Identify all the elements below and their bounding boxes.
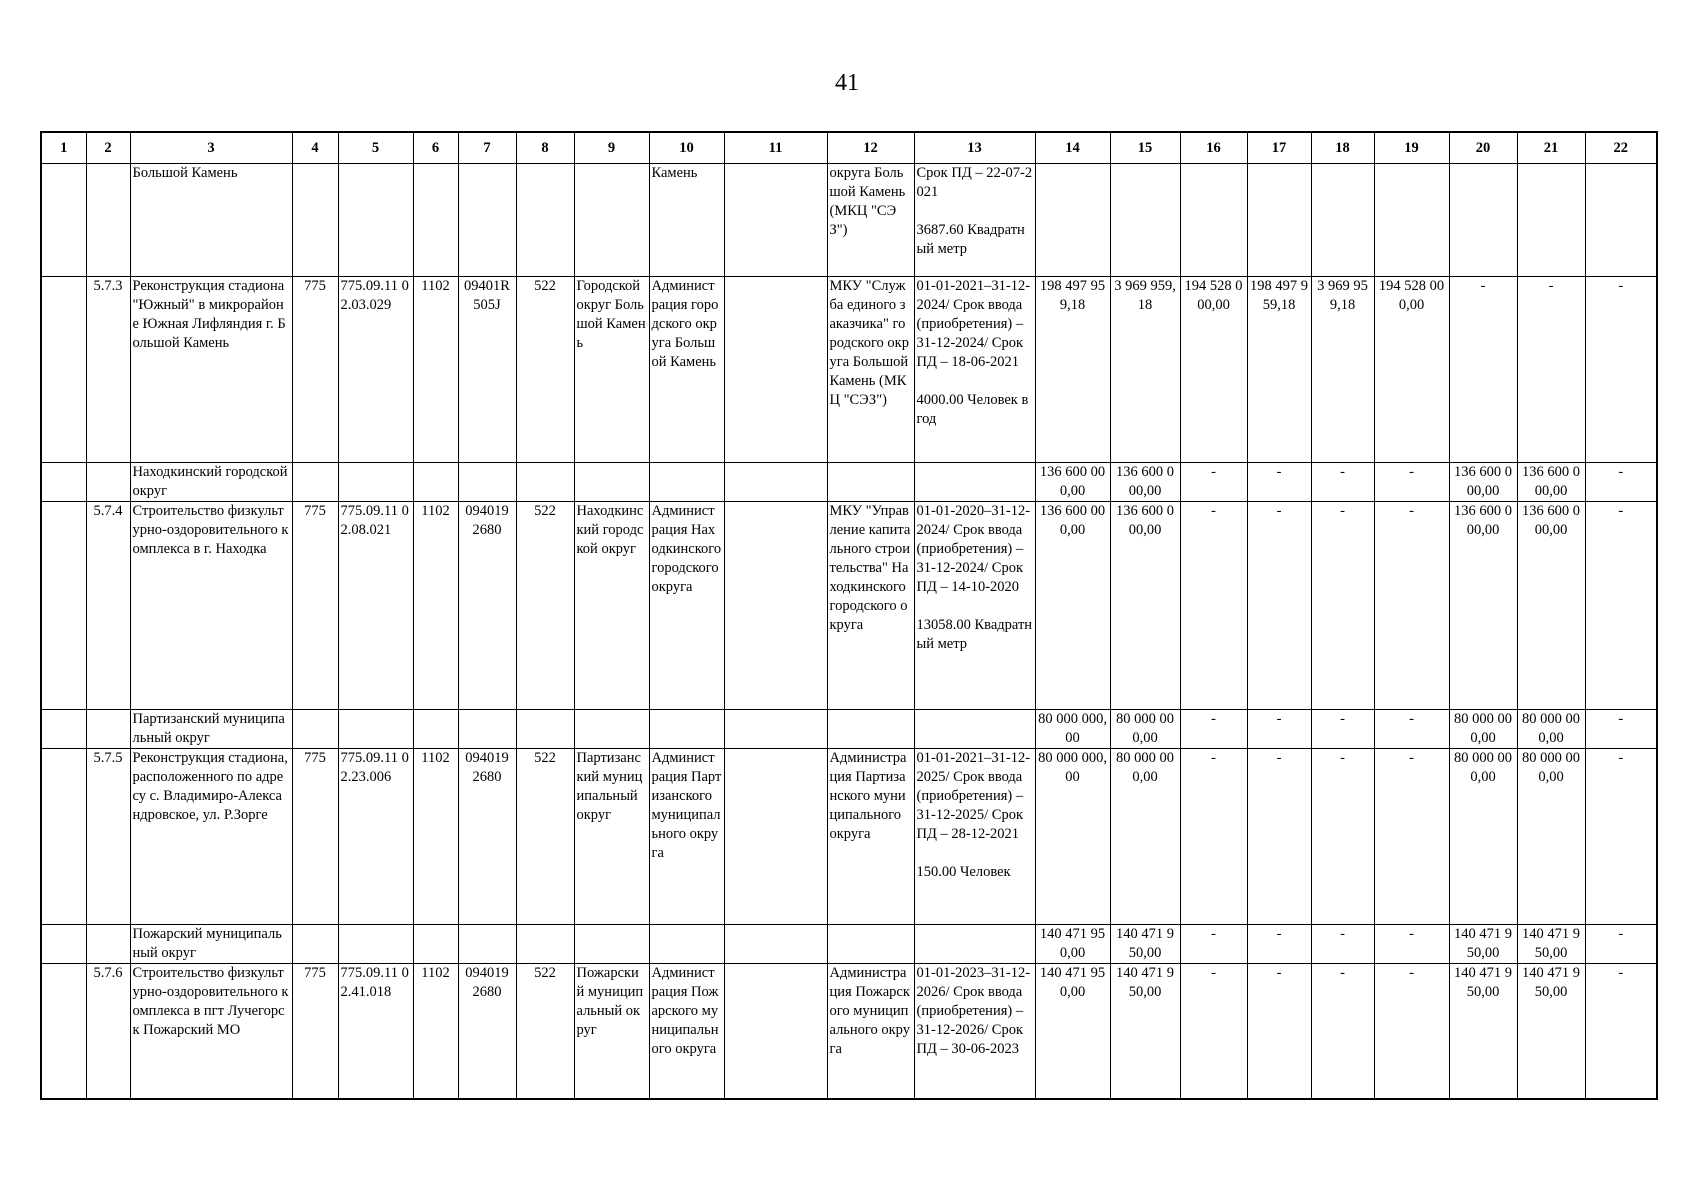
cell-col-22: -	[1585, 463, 1657, 502]
cell-col-2	[86, 164, 130, 277]
cell-col-22: -	[1585, 277, 1657, 463]
column-header-14: 14	[1035, 132, 1110, 164]
cell-col-13	[914, 463, 1035, 502]
cell-col-4	[292, 463, 338, 502]
cell-col-9: Пожарский муниципальный округ	[574, 964, 649, 1099]
cell-col-17: -	[1247, 710, 1311, 749]
cell-col-5	[338, 463, 413, 502]
cell-col-12: МКУ "Служба единого заказчика" городского округа Большой Камень (МКЦ "СЭЗ")	[827, 277, 914, 463]
cell-col-8: 522	[516, 277, 574, 463]
cell-col-14: 136 600 000,00	[1035, 502, 1110, 710]
cell-col-14: 198 497 959,18	[1035, 277, 1110, 463]
table-row	[41, 749, 1657, 925]
cell-col-13	[914, 710, 1035, 749]
cell-col-15: 80 000 000,00	[1110, 749, 1180, 925]
cell-col-18: -	[1311, 749, 1374, 925]
cell-col-22: -	[1585, 502, 1657, 710]
cell-col-14: 80 000 000,00	[1035, 749, 1110, 925]
cell-col-13: 01-01-2023–31-12-2026/ Срок ввода (приобретения) – 31-12-2026/ Срок ПД – 30-06-2023	[914, 964, 1035, 1099]
cell-col-20: 80 000 000,00	[1449, 749, 1517, 925]
cell-col-22: -	[1585, 925, 1657, 964]
cell-col-7	[458, 710, 516, 749]
column-header-16: 16	[1180, 132, 1247, 164]
cell-col-3: Строительство физкультурно-оздоровительного комплекса в г. Находка	[130, 502, 292, 710]
column-header-21: 21	[1517, 132, 1585, 164]
cell-col-18: -	[1311, 502, 1374, 710]
cell-col-12	[827, 710, 914, 749]
column-header-9: 9	[574, 132, 649, 164]
cell-col-15: 140 471 950,00	[1110, 925, 1180, 964]
cell-col-8	[516, 710, 574, 749]
cell-col-20: 140 471 950,00	[1449, 964, 1517, 1099]
cell-col-5	[338, 164, 413, 277]
cell-col-8: 522	[516, 964, 574, 1099]
column-header-12: 12	[827, 132, 914, 164]
table-row	[41, 463, 1657, 502]
cell-col-9: Находкинский городской округ	[574, 502, 649, 710]
cell-col-13: 01-01-2021–31-12-2025/ Срок ввода (приобретения) – 31-12-2025/ Срок ПД – 28-12-2021 150.00 Человек	[914, 749, 1035, 925]
cell-col-20: 136 600 000,00	[1449, 463, 1517, 502]
cell-col-13	[914, 925, 1035, 964]
column-header-1: 1	[41, 132, 86, 164]
cell-col-16	[1180, 164, 1247, 277]
cell-col-6	[413, 164, 458, 277]
cell-col-11	[724, 749, 827, 925]
cell-col-12	[827, 463, 914, 502]
cell-col-12: округа Большой Камень (МКЦ "СЭЗ")	[827, 164, 914, 277]
cell-col-4: 775	[292, 502, 338, 710]
table-row	[41, 964, 1657, 1099]
cell-col-7	[458, 925, 516, 964]
column-header-3: 3	[130, 132, 292, 164]
header-row	[41, 132, 1657, 164]
cell-col-17: -	[1247, 749, 1311, 925]
cell-col-19: -	[1374, 964, 1449, 1099]
column-header-17: 17	[1247, 132, 1311, 164]
cell-col-3: Большой Камень	[130, 164, 292, 277]
cell-col-21: 80 000 000,00	[1517, 710, 1585, 749]
cell-col-7: 094019 2680	[458, 749, 516, 925]
cell-col-7	[458, 164, 516, 277]
cell-col-15	[1110, 164, 1180, 277]
cell-col-3: Пожарский муниципальный округ	[130, 925, 292, 964]
column-header-5: 5	[338, 132, 413, 164]
cell-col-17: -	[1247, 925, 1311, 964]
investment-table	[40, 131, 1658, 1100]
cell-col-4	[292, 925, 338, 964]
cell-col-14	[1035, 164, 1110, 277]
cell-col-11	[724, 710, 827, 749]
cell-col-8	[516, 463, 574, 502]
cell-col-4	[292, 164, 338, 277]
cell-col-1	[41, 502, 86, 710]
cell-col-17: 198 497 959,18	[1247, 277, 1311, 463]
cell-col-22: -	[1585, 749, 1657, 925]
cell-col-19: -	[1374, 925, 1449, 964]
table-row	[41, 164, 1657, 277]
cell-col-16: -	[1180, 749, 1247, 925]
cell-col-16: -	[1180, 463, 1247, 502]
cell-col-8: 522	[516, 502, 574, 710]
cell-col-2: 5.7.4	[86, 502, 130, 710]
page-number: 41	[835, 70, 859, 96]
cell-col-13: Срок ПД – 22-07-2021 3687.60 Квадратный метр	[914, 164, 1035, 277]
cell-col-16: 194 528 000,00	[1180, 277, 1247, 463]
column-header-19: 19	[1374, 132, 1449, 164]
cell-col-2: 5.7.6	[86, 964, 130, 1099]
column-header-11: 11	[724, 132, 827, 164]
cell-col-10: Камень	[649, 164, 724, 277]
cell-col-9	[574, 710, 649, 749]
cell-col-19: -	[1374, 749, 1449, 925]
cell-col-5: 775.09.11 02.08.021	[338, 502, 413, 710]
cell-col-2	[86, 463, 130, 502]
column-header-7: 7	[458, 132, 516, 164]
cell-col-9: Партизанский муниципальный округ	[574, 749, 649, 925]
cell-col-12	[827, 925, 914, 964]
cell-col-15: 136 600 000,00	[1110, 502, 1180, 710]
cell-col-1	[41, 710, 86, 749]
cell-col-6: 1102	[413, 749, 458, 925]
cell-col-20: 136 600 000,00	[1449, 502, 1517, 710]
table-row	[41, 502, 1657, 710]
cell-col-21: 136 600 000,00	[1517, 463, 1585, 502]
cell-col-21: 80 000 000,00	[1517, 749, 1585, 925]
cell-col-22	[1585, 164, 1657, 277]
cell-col-18: -	[1311, 964, 1374, 1099]
cell-col-3: Партизанский муниципальный округ	[130, 710, 292, 749]
cell-col-11	[724, 277, 827, 463]
cell-col-14: 136 600 000,00	[1035, 463, 1110, 502]
cell-col-9	[574, 164, 649, 277]
column-header-4: 4	[292, 132, 338, 164]
cell-col-16: -	[1180, 502, 1247, 710]
cell-col-4	[292, 710, 338, 749]
cell-col-17: -	[1247, 964, 1311, 1099]
cell-col-6	[413, 463, 458, 502]
column-header-22: 22	[1585, 132, 1657, 164]
column-header-18: 18	[1311, 132, 1374, 164]
column-header-20: 20	[1449, 132, 1517, 164]
cell-col-21	[1517, 164, 1585, 277]
cell-col-13: 01-01-2020–31-12-2024/ Срок ввода (приобретения) – 31-12-2024/ Срок ПД – 14-10-2020 13058.00 Квадратный метр	[914, 502, 1035, 710]
cell-col-14: 140 471 950,00	[1035, 964, 1110, 1099]
cell-col-10	[649, 463, 724, 502]
cell-col-16: -	[1180, 964, 1247, 1099]
cell-col-11	[724, 463, 827, 502]
cell-col-19	[1374, 164, 1449, 277]
column-header-2: 2	[86, 132, 130, 164]
cell-col-10	[649, 925, 724, 964]
cell-col-22: -	[1585, 964, 1657, 1099]
cell-col-20: 80 000 000,00	[1449, 710, 1517, 749]
cell-col-8	[516, 164, 574, 277]
cell-col-17	[1247, 164, 1311, 277]
cell-col-11	[724, 925, 827, 964]
cell-col-5: 775.09.11 02.03.029	[338, 277, 413, 463]
cell-col-19: -	[1374, 710, 1449, 749]
cell-col-19: 194 528 000,00	[1374, 277, 1449, 463]
cell-col-22: -	[1585, 710, 1657, 749]
cell-col-1	[41, 925, 86, 964]
cell-col-5: 775.09.11 02.41.018	[338, 964, 413, 1099]
cell-col-1	[41, 463, 86, 502]
cell-col-17: -	[1247, 502, 1311, 710]
cell-col-3: Реконструкция стадиона "Южный" в микрорайоне Южная Лифляндия г. Большой Камень	[130, 277, 292, 463]
cell-col-6: 1102	[413, 964, 458, 1099]
cell-col-18: -	[1311, 710, 1374, 749]
cell-col-16: -	[1180, 710, 1247, 749]
cell-col-6	[413, 710, 458, 749]
cell-col-18: -	[1311, 463, 1374, 502]
table-row	[41, 277, 1657, 463]
cell-col-18: -	[1311, 925, 1374, 964]
cell-col-18: 3 969 959,18	[1311, 277, 1374, 463]
cell-col-12: Администрация Партизанского муниципального округа	[827, 749, 914, 925]
cell-col-8	[516, 925, 574, 964]
cell-col-1	[41, 277, 86, 463]
cell-col-19: -	[1374, 463, 1449, 502]
cell-col-7: 094019 2680	[458, 502, 516, 710]
cell-col-4: 775	[292, 964, 338, 1099]
column-header-6: 6	[413, 132, 458, 164]
cell-col-10	[649, 710, 724, 749]
cell-col-19: -	[1374, 502, 1449, 710]
cell-col-15: 136 600 000,00	[1110, 463, 1180, 502]
cell-col-9	[574, 925, 649, 964]
cell-col-10: Администрация Находкинского городского округа	[649, 502, 724, 710]
cell-col-1	[41, 164, 86, 277]
cell-col-2: 5.7.3	[86, 277, 130, 463]
cell-col-14: 140 471 950,00	[1035, 925, 1110, 964]
cell-col-11	[724, 964, 827, 1099]
cell-col-18	[1311, 164, 1374, 277]
cell-col-15: 3 969 959,18	[1110, 277, 1180, 463]
cell-col-17: -	[1247, 463, 1311, 502]
column-header-15: 15	[1110, 132, 1180, 164]
cell-col-16: -	[1180, 925, 1247, 964]
cell-col-6: 1102	[413, 277, 458, 463]
cell-col-3: Реконструкция стадиона, расположенного по адресу с. Владимиро-Александровское, ул. Р.Зорге	[130, 749, 292, 925]
cell-col-4: 775	[292, 277, 338, 463]
cell-col-10: Администрация Партизанского муниципального округа	[649, 749, 724, 925]
cell-col-21: 140 471 950,00	[1517, 964, 1585, 1099]
cell-col-3: Находкинский городской округ	[130, 463, 292, 502]
column-header-10: 10	[649, 132, 724, 164]
cell-col-4: 775	[292, 749, 338, 925]
cell-col-9: Городской округ Большой Камень	[574, 277, 649, 463]
cell-col-5	[338, 925, 413, 964]
cell-col-11	[724, 502, 827, 710]
cell-col-7: 09401R 505J	[458, 277, 516, 463]
table-row	[41, 710, 1657, 749]
cell-col-21: -	[1517, 277, 1585, 463]
table-body	[41, 164, 1657, 1099]
cell-col-6	[413, 925, 458, 964]
cell-col-7: 094019 2680	[458, 964, 516, 1099]
cell-col-13: 01-01-2021–31-12-2024/ Срок ввода (приобретения) – 31-12-2024/ Срок ПД – 18-06-2021 4000.00 Человек в год	[914, 277, 1035, 463]
cell-col-2	[86, 710, 130, 749]
cell-col-5	[338, 710, 413, 749]
cell-col-11	[724, 164, 827, 277]
cell-col-20: -	[1449, 277, 1517, 463]
cell-col-10: Администрация Пожарского муниципального округа	[649, 964, 724, 1099]
cell-col-12: МКУ "Управление капитального строительства" Находкинского городского округа	[827, 502, 914, 710]
cell-col-1	[41, 749, 86, 925]
cell-col-3: Строительство физкультурно-оздоровительного комплекса в пгт Лучегорск Пожарский МО	[130, 964, 292, 1099]
cell-col-15: 80 000 000,00	[1110, 710, 1180, 749]
cell-col-20: 140 471 950,00	[1449, 925, 1517, 964]
cell-col-12: Администрация Пожарского муниципального округа	[827, 964, 914, 1099]
cell-col-20	[1449, 164, 1517, 277]
cell-col-9	[574, 463, 649, 502]
cell-col-15: 140 471 950,00	[1110, 964, 1180, 1099]
cell-col-21: 136 600 000,00	[1517, 502, 1585, 710]
cell-col-21: 140 471 950,00	[1517, 925, 1585, 964]
column-header-8: 8	[516, 132, 574, 164]
table-row	[41, 925, 1657, 964]
cell-col-14: 80 000 000,00	[1035, 710, 1110, 749]
cell-col-2	[86, 925, 130, 964]
cell-col-5: 775.09.11 02.23.006	[338, 749, 413, 925]
cell-col-7	[458, 463, 516, 502]
cell-col-1	[41, 964, 86, 1099]
column-header-13: 13	[914, 132, 1035, 164]
cell-col-8: 522	[516, 749, 574, 925]
cell-col-2: 5.7.5	[86, 749, 130, 925]
cell-col-6: 1102	[413, 502, 458, 710]
cell-col-10: Администрация городского округа Большой Камень	[649, 277, 724, 463]
